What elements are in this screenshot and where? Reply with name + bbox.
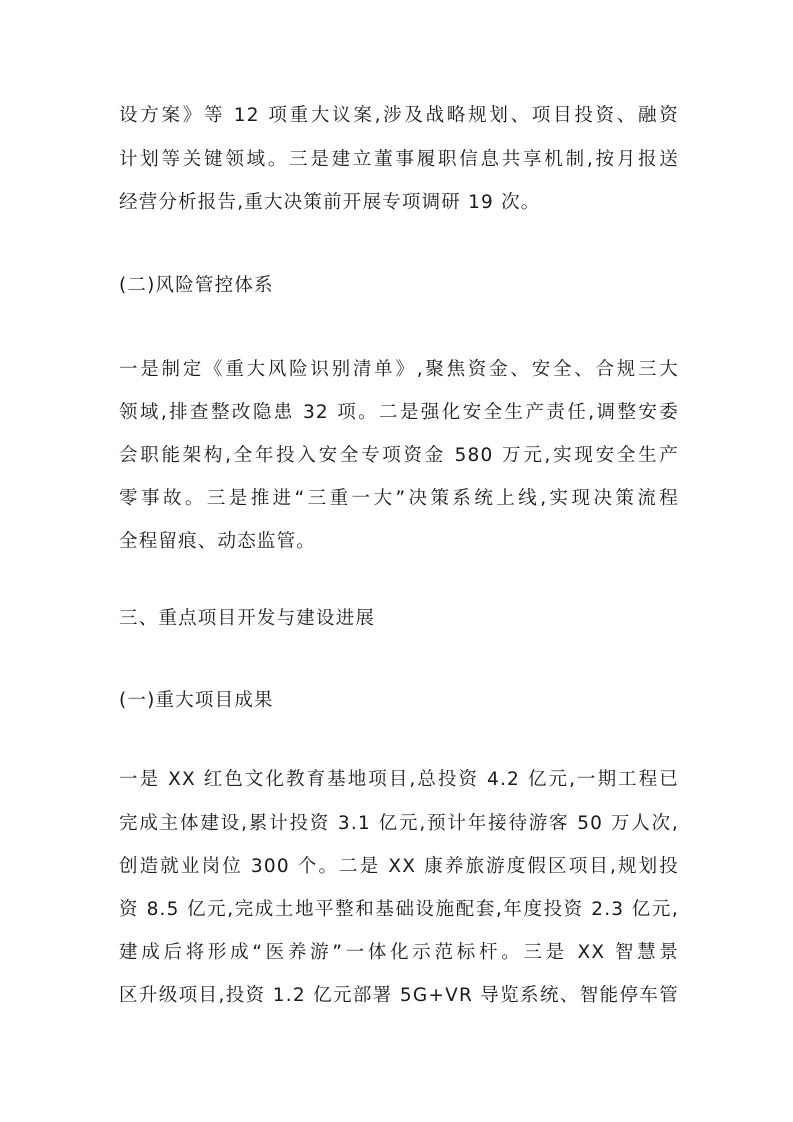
paragraph-3-line-5: 建成后将形成“医养游”一体化示范标杆。三是 XX 智慧景 xyxy=(119,942,679,963)
paragraph-3-line-2: 完成主体建设,累计投资 3.1 亿元,预计年接待游客 50 万人次, xyxy=(119,813,679,834)
paragraph-1-line-2: 计划等关键领域。三是建立董事履职信息共享机制,按月报送 xyxy=(119,149,679,170)
paragraph-2-line-2: 领域,排查整改隐患 32 项。二是强化安全生产责任,调整安委 xyxy=(119,402,679,423)
heading-risk-control: (二)风险管控体系 xyxy=(119,275,274,296)
paragraph-2-line-4: 零事故。三是推进“三重一大”决策系统上线,实现决策流程 xyxy=(119,488,679,509)
paragraph-3-line-4: 资 8.5 亿元,完成土地平整和基础设施配套,年度投资 2.3 亿元, xyxy=(119,899,679,920)
paragraph-1-line-3: 经营分析报告,重大决策前开展专项调研 19 次。 xyxy=(119,192,541,213)
paragraph-3-line-3: 创造就业岗位 300 个。二是 XX 康养旅游度假区项目,规划投 xyxy=(119,856,679,877)
paragraph-3-line-1: 一是 XX 红色文化教育基地项目,总投资 4.2 亿元,一期工程已 xyxy=(119,769,679,790)
paragraph-1-line-1: 设方案》等 12 项重大议案,涉及战略规划、项目投资、融资 xyxy=(119,105,679,126)
section-3-heading: 三、重点项目开发与建设进展 xyxy=(119,608,376,629)
paragraph-3-line-6: 区升级项目,投资 1.2 亿元部署 5G+VR 导览系统、智能停车管 xyxy=(119,985,679,1006)
paragraph-2-line-1: 一是制定《重大风险识别清单》,聚焦资金、安全、合规三大 xyxy=(119,359,679,380)
paragraph-2-line-3: 会职能架构,全年投入安全专项资金 580 万元,实现安全生产 xyxy=(119,445,679,466)
heading-major-projects: (一)重大项目成果 xyxy=(119,690,274,711)
paragraph-2-line-5: 全程留痕、动态监管。 xyxy=(119,531,317,552)
